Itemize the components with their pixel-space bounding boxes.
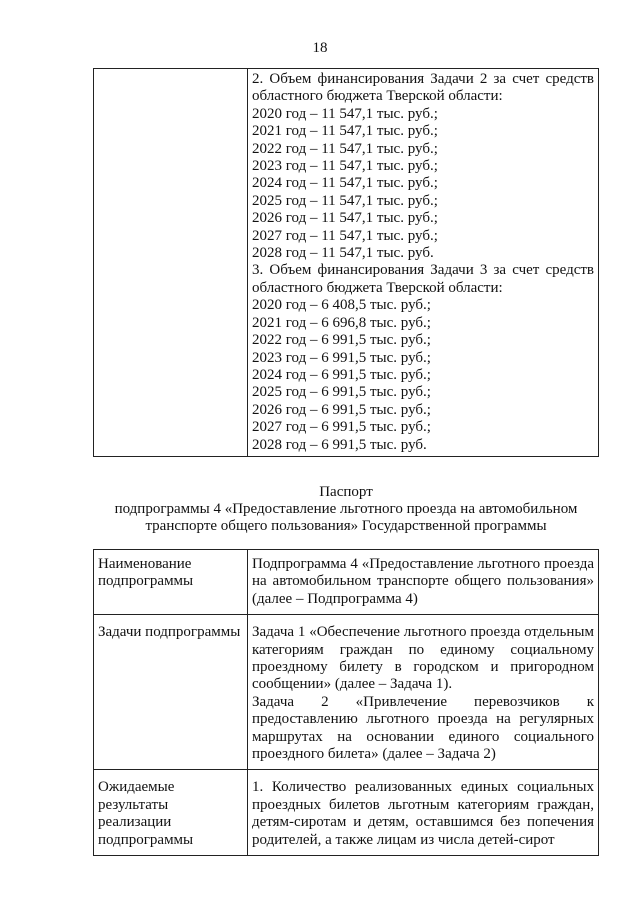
financing-year-line: 2024 год – 6 991,5 тыс. руб.; xyxy=(252,366,431,383)
financing-row xyxy=(94,69,599,457)
passport-table xyxy=(93,549,599,856)
task2-text: Задача 2 «Привлечение перевозчиков к предоставлению льготного проезда на регулярных маршрутах на основании единого социального проездного билета» (далее – Задача 2) xyxy=(252,693,594,763)
financing-year-line: 2027 год – 6 991,5 тыс. руб.; xyxy=(252,419,431,436)
financing-year-line: 2024 год – 11 547,1 тыс. руб.; xyxy=(252,175,438,192)
financing-year-line: 2026 год – 11 547,1 тыс. руб.; xyxy=(252,210,438,227)
row-label-results: Ожидаемые результаты реализации подпрограммы xyxy=(94,770,248,856)
passport-subtitle-line2: транспорте общего пользования» Государственной программы xyxy=(145,518,547,534)
task3-financing-heading: 3. Объем финансирования Задачи 3 за счет средств областного бюджета Тверской области: xyxy=(252,262,594,296)
financing-year-line: 2020 год – 11 547,1 тыс. руб.; xyxy=(252,105,438,122)
financing-table xyxy=(93,68,599,457)
financing-year-line: 2028 год – 6 991,5 тыс. руб. xyxy=(252,436,427,453)
financing-year-line: 2027 год – 11 547,1 тыс. руб.; xyxy=(252,227,438,244)
task3-year-list xyxy=(252,297,594,454)
task2-financing-heading: 2. Объем финансирования Задачи 2 за счет средств областного бюджета Тверской области: xyxy=(252,71,594,105)
task1-text: Задача 1 «Обеспечение льготного проезда отдельным категориям граждан по единому социальному проездному билету в городском и пригородном сообщении» (далее – Задача 1). xyxy=(252,624,594,693)
row-value-name: Подпрограмма 4 «Предоставление льготного проезда на автомобильном транспорте общего пользования» (далее – Подпрограмма 4) xyxy=(248,550,599,615)
financing-year-line: 2028 год – 11 547,1 тыс. руб. xyxy=(252,245,434,262)
row-label-name: Наименование подпрограммы xyxy=(94,550,248,615)
financing-year-line: 2023 год – 11 547,1 тыс. руб.; xyxy=(252,158,438,175)
financing-year-line: 2022 год – 11 547,1 тыс. руб.; xyxy=(252,140,438,157)
financing-empty-cell xyxy=(94,69,248,457)
passport-row-name xyxy=(94,550,599,615)
passport-row-tasks xyxy=(94,615,599,770)
passport-title: Паспорт xyxy=(319,484,373,500)
financing-year-line: 2022 год – 6 991,5 тыс. руб.; xyxy=(252,332,431,349)
row-label-tasks: Задачи подпрограммы xyxy=(94,615,248,770)
financing-year-line: 2026 год – 6 991,5 тыс. руб.; xyxy=(252,401,431,418)
passport-subtitle-line1: подпрограммы 4 «Предоставление льготного проезда на автомобильном xyxy=(114,501,578,517)
page-number: 18 xyxy=(312,40,328,56)
financing-year-line: 2025 год – 11 547,1 тыс. руб.; xyxy=(252,192,438,209)
financing-year-line: 2020 год – 6 408,5 тыс. руб.; xyxy=(252,297,431,314)
financing-year-line: 2025 год – 6 991,5 тыс. руб.; xyxy=(252,384,431,401)
row-value-results: 1. Количество реализованных единых социальных проездных билетов льготным категориям граждан, детям-сиротам и детям, оставшимся без попечения родителей, а также лицам из числа детей-сирот xyxy=(248,770,599,856)
passport-heading xyxy=(93,484,599,535)
financing-year-line: 2021 год – 6 696,8 тыс. руб.; xyxy=(252,314,431,331)
financing-year-line: 2021 год – 11 547,1 тыс. руб.; xyxy=(252,123,438,140)
passport-row-results xyxy=(94,770,599,856)
row-value-tasks xyxy=(248,615,599,770)
financing-year-line: 2023 год – 6 991,5 тыс. руб.; xyxy=(252,349,431,366)
financing-cell xyxy=(248,69,599,457)
task2-year-list xyxy=(252,106,594,263)
